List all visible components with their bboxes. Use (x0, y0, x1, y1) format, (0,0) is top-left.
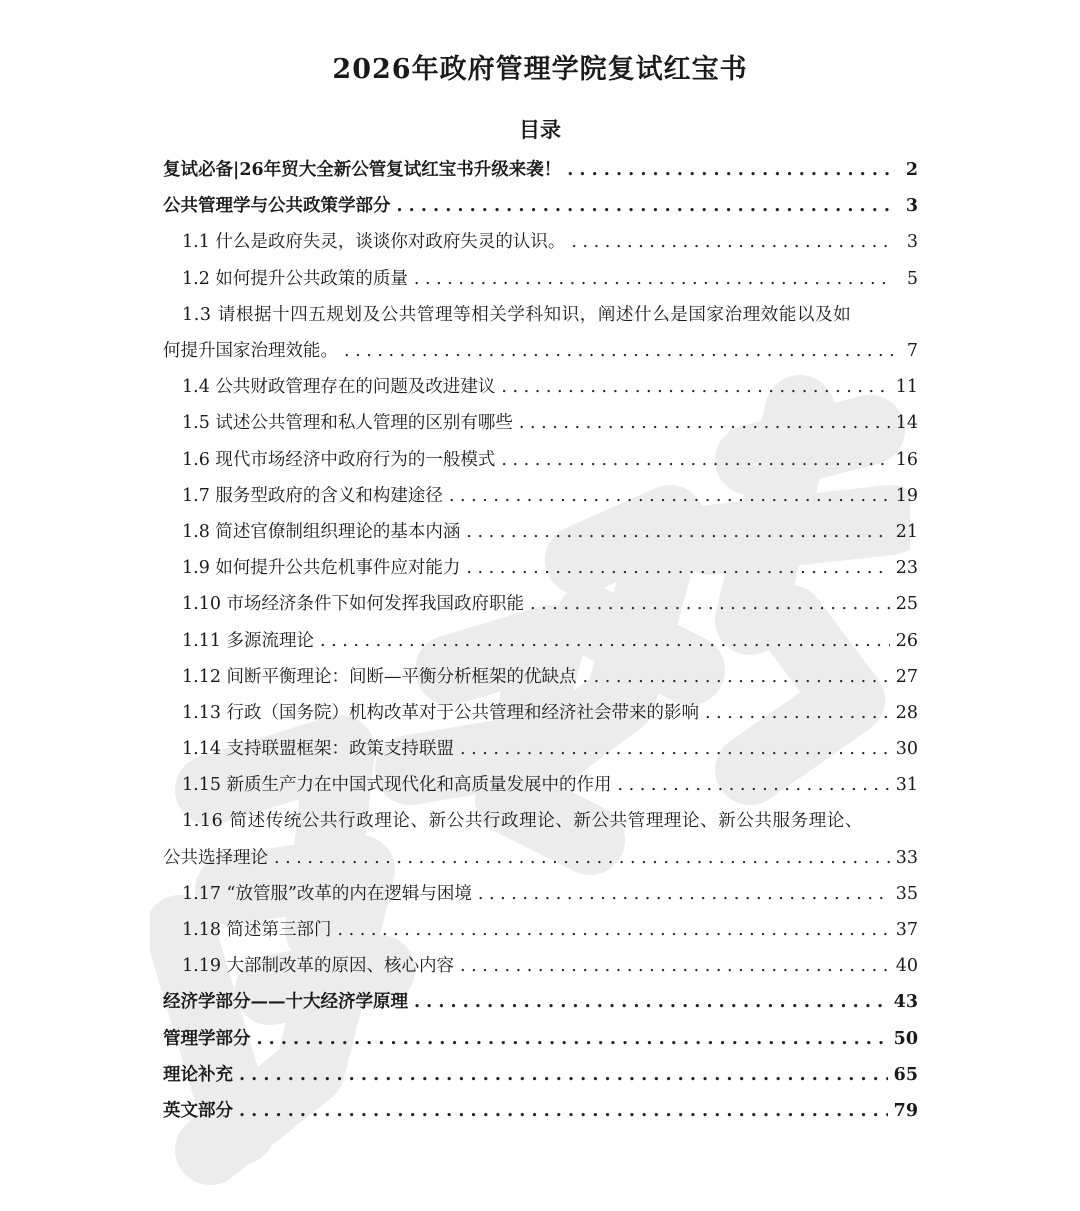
toc-entry-title: 1.12 间断平衡理论：间断—平衡分析框架的优缺点 (182, 666, 577, 687)
dot-leader (583, 659, 890, 695)
toc-entry[interactable] (163, 803, 918, 839)
toc-entry[interactable] (163, 514, 918, 550)
toc-page-number: 2 (905, 160, 918, 181)
toc-entry-title: 复试必备|26年贸大全新公管复试红宝书升级来袭！ (163, 160, 562, 181)
toc-page-number: 31 (895, 775, 918, 796)
toc-entry[interactable] (163, 948, 918, 984)
toc-entry-title: 英文部分 (163, 1100, 233, 1121)
dot-leader (501, 369, 889, 405)
toc-entry-title: 公共管理学与公共政策学部分 (163, 196, 391, 217)
toc-page-number: 43 (893, 992, 918, 1013)
toc-entry-title: 1.7 服务型政府的含义和构建途径 (182, 485, 443, 506)
toc-entry[interactable] (163, 188, 918, 224)
toc-page-number: 3 (906, 232, 918, 253)
dot-leader (414, 261, 894, 297)
toc-page-number: 21 (895, 521, 918, 542)
toc-entry[interactable] (163, 622, 918, 658)
dot-leader (460, 948, 890, 984)
toc-page-number: 3 (905, 196, 918, 217)
dot-leader (344, 333, 894, 369)
dot-leader (338, 912, 890, 948)
toc-entry-title: 1.14 支持联盟框架：政策支持联盟 (182, 739, 455, 760)
toc-heading: 目录 (519, 117, 561, 142)
dot-leader (449, 478, 890, 514)
toc-entry-title: 1.3 请根据十四五规划及公共管理等相关学科知识，阐述什么是国家治理效能以及如 (182, 304, 852, 325)
toc-entry-title: 1.9 如何提升公共危机事件应对能力 (182, 558, 461, 579)
toc-entry-title-continued: 公共选择理论 (163, 847, 268, 868)
toc-entry-title: 1.4 公共财政管理存在的问题及改进建议 (182, 377, 496, 398)
toc-page-number: 33 (895, 847, 918, 868)
toc-entry[interactable] (163, 224, 918, 260)
toc-entry-title-continued: 何提升国家治理效能。 (163, 341, 338, 362)
toc-page-number: 50 (893, 1028, 918, 1049)
dot-leader (571, 224, 894, 260)
toc-entry-title: 1.6 现代市场经济中政府行为的一般模式 (182, 449, 496, 470)
toc-page-number: 35 (895, 883, 918, 904)
toc-entry-title: 理论补充 (163, 1064, 233, 1085)
toc-entry-title: 1.17 “放管服”改革的内在逻辑与困境 (182, 883, 472, 904)
toc-entry[interactable] (163, 442, 918, 478)
toc-entry-title: 1.15 新质生产力在中国式现代化和高质量发展中的作用 (182, 775, 612, 796)
toc-page-number: 79 (893, 1100, 918, 1121)
toc-entry-title: 1.19 大部制改革的原因、核心内容 (182, 956, 455, 977)
toc-entry[interactable] (163, 1093, 918, 1129)
toc-entry-title: 管理学部分 (163, 1028, 251, 1049)
toc-entry-title: 1.10 市场经济条件下如何发挥我国政府职能 (182, 594, 525, 615)
dot-leader (320, 623, 890, 659)
document-title: 2026年政府管理学院复试红宝书 (332, 54, 748, 85)
toc-entry[interactable] (163, 297, 918, 333)
toc-entry-continuation[interactable] (163, 840, 918, 876)
toc-page-number: 65 (893, 1064, 918, 1085)
toc-page-number: 23 (895, 558, 918, 579)
dot-leader (257, 1021, 888, 1057)
toc-page-number: 26 (895, 630, 918, 651)
toc-entry-title: 1.13 行政（国务院）机构改革对于公共管理和经济社会带来的影响 (182, 702, 700, 723)
dot-leader (501, 442, 889, 478)
dot-leader (414, 984, 888, 1020)
toc-page-number: 40 (895, 956, 918, 977)
toc-entry[interactable] (163, 550, 918, 586)
toc-page-number: 5 (906, 268, 918, 289)
toc-entry[interactable] (163, 261, 918, 297)
toc-entry-title: 1.8 简述官僚制组织理论的基本内涵 (182, 521, 461, 542)
toc-entry[interactable] (163, 405, 918, 441)
toc-entry[interactable] (163, 586, 918, 622)
toc-entry[interactable] (163, 152, 918, 188)
dot-leader (567, 152, 894, 188)
dot-leader (618, 767, 890, 803)
dot-leader (519, 405, 890, 441)
dot-leader (239, 1093, 888, 1129)
toc-page-number: 30 (895, 739, 918, 760)
toc-page-number: 14 (895, 413, 918, 434)
dot-leader (274, 840, 890, 876)
dot-leader (239, 1057, 888, 1093)
toc-entry[interactable] (163, 695, 918, 731)
toc-entry-title: 1.16 简述传统公共行政理论、新公共行政理论、新公共管理理论、新公共服务理论、 (182, 811, 864, 832)
dot-leader (530, 586, 890, 622)
dot-leader (397, 188, 895, 224)
toc-entry[interactable] (163, 912, 918, 948)
dot-leader (466, 550, 889, 586)
toc-entry-title: 经济学部分——十大经济学原理 (163, 992, 408, 1013)
toc-page-number: 28 (895, 702, 918, 723)
toc-entry-continuation[interactable] (163, 333, 918, 369)
toc-entry[interactable] (163, 876, 918, 912)
toc-entry[interactable] (163, 767, 918, 803)
toc-entry[interactable] (163, 478, 918, 514)
toc-entry-title: 1.5 试述公共管理和私人管理的区别有哪些 (182, 413, 513, 434)
toc-entry-title: 1.1 什么是政府失灵，谈谈你对政府失灵的认识。 (182, 232, 566, 253)
toc-page-number: 16 (895, 449, 918, 470)
toc-entry[interactable] (163, 369, 918, 405)
toc-entry[interactable] (163, 659, 918, 695)
toc-page-number: 19 (895, 485, 918, 506)
toc-page-number: 25 (895, 594, 918, 615)
toc-entry[interactable] (163, 984, 918, 1020)
table-of-contents (163, 152, 918, 1129)
toc-page-number: 37 (895, 920, 918, 941)
toc-page-number: 11 (895, 377, 918, 398)
toc-entry-title: 1.11 多源流理论 (182, 630, 315, 651)
toc-entry[interactable] (163, 1057, 918, 1093)
toc-page-number: 27 (895, 666, 918, 687)
toc-entry[interactable] (163, 1021, 918, 1057)
dot-leader (478, 876, 890, 912)
toc-entry-title: 1.18 简述第三部门 (182, 920, 332, 941)
toc-page-number: 7 (906, 341, 918, 362)
dot-leader (466, 514, 889, 550)
dot-leader (705, 695, 890, 731)
toc-entry-title: 1.2 如何提升公共政策的质量 (182, 268, 408, 289)
toc-entry[interactable] (163, 731, 918, 767)
dot-leader (460, 731, 890, 767)
